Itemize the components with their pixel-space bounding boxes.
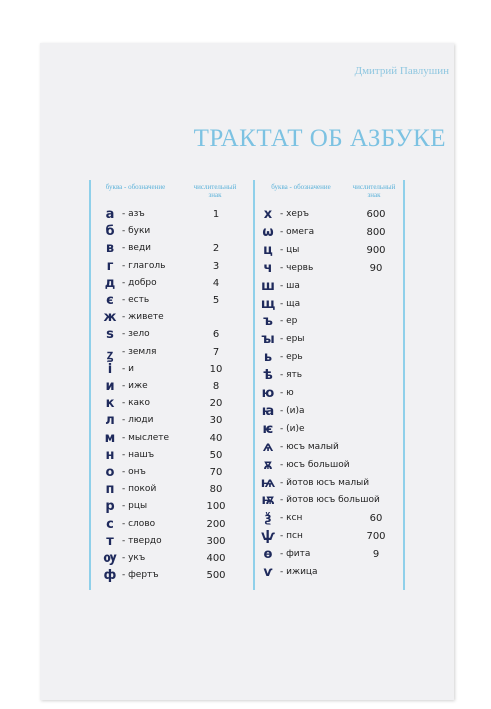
letter-name: - како bbox=[122, 398, 151, 409]
letter-name: - фита bbox=[280, 549, 311, 560]
letter-name: - ю bbox=[280, 388, 294, 398]
numeric-value: 50 bbox=[209, 449, 223, 461]
letter-name: - мыслете bbox=[122, 432, 170, 443]
letter-glyph: ж bbox=[103, 310, 117, 326]
letter-name: - (и)а bbox=[280, 405, 305, 416]
letter-name: - ша bbox=[280, 280, 300, 291]
letter-glyph: ꙗ bbox=[261, 403, 275, 419]
numeric-value: 900 bbox=[366, 244, 386, 256]
letter-name: - фертъ bbox=[122, 570, 159, 581]
letter-glyph: ѣ bbox=[263, 368, 273, 384]
numeric-value: 30 bbox=[209, 415, 223, 427]
letter-glyph: х bbox=[263, 207, 273, 222]
letter-name: - земля bbox=[122, 346, 157, 357]
numeric-value: 80 bbox=[209, 484, 223, 496]
numeric-value: 600 bbox=[366, 209, 386, 220]
letter-glyph: ѭ bbox=[261, 493, 275, 509]
letter-glyph: ш bbox=[261, 278, 275, 294]
letter-glyph: ѫ bbox=[263, 457, 273, 473]
numeric-value: 400 bbox=[206, 553, 226, 564]
letter-name: - веди bbox=[122, 243, 152, 254]
letter-name: - херъ bbox=[280, 209, 310, 219]
numeric-value: 700 bbox=[366, 531, 386, 543]
letter-name: - омега bbox=[280, 226, 315, 237]
letter-glyph: ъ bbox=[263, 314, 273, 330]
letter-glyph: ф bbox=[103, 568, 117, 584]
numeric-value: 4 bbox=[212, 277, 220, 289]
letter-glyph: ѩ bbox=[260, 475, 276, 491]
numeric-value: 70 bbox=[209, 467, 223, 478]
letter-glyph: т bbox=[106, 533, 114, 549]
letter-name: - есть bbox=[122, 295, 150, 305]
numeric-value: 9 bbox=[372, 549, 380, 561]
letter-name: - юсъ большой bbox=[280, 459, 350, 470]
column-divider-left bbox=[89, 180, 91, 590]
numeric-value: 7 bbox=[212, 346, 220, 358]
right-number-header: числительный знак bbox=[352, 183, 396, 199]
letter-glyph: с bbox=[106, 516, 114, 532]
numeric-value: 5 bbox=[212, 295, 220, 306]
letter-glyph: ь bbox=[263, 350, 273, 366]
numeric-value: 20 bbox=[209, 398, 223, 410]
letter-name: - (и)е bbox=[280, 423, 305, 434]
letter-name: - живете bbox=[122, 312, 164, 323]
numeric-value: 2 bbox=[212, 243, 220, 255]
letter-name: - покой bbox=[122, 484, 157, 495]
letter-name: - псн bbox=[280, 531, 303, 542]
numeric-value: 200 bbox=[206, 518, 226, 530]
letter-glyph: ѕ bbox=[106, 327, 114, 343]
numeric-value: 90 bbox=[369, 262, 383, 274]
letter-glyph: б bbox=[105, 224, 115, 240]
letter-glyph: ц bbox=[263, 242, 273, 258]
letter-name: - ксн bbox=[280, 513, 303, 524]
letter-name: - нашъ bbox=[122, 449, 155, 460]
letter-name: - ять bbox=[280, 370, 303, 381]
left-number-header: числительный знак bbox=[193, 183, 237, 199]
numeric-value: 3 bbox=[212, 260, 220, 272]
letter-name: - ерь bbox=[280, 352, 303, 363]
letter-glyph: щ bbox=[260, 296, 276, 312]
right-letter-header: буква - обозначение bbox=[271, 183, 331, 191]
letter-glyph: і bbox=[107, 361, 113, 377]
letter-name: - иже bbox=[122, 381, 148, 391]
numeric-value: 500 bbox=[206, 570, 226, 582]
book-title: ТРАКТАТ ОБ АЗБУКЕ bbox=[193, 125, 446, 152]
letter-name: - цы bbox=[280, 244, 300, 255]
letter-name: - рцы bbox=[122, 501, 148, 512]
numeric-value: 100 bbox=[206, 501, 226, 513]
letter-glyph: г bbox=[106, 258, 114, 274]
letter-name: - ер bbox=[280, 316, 298, 327]
letter-glyph: а bbox=[105, 207, 115, 222]
letter-glyph: ѱ bbox=[261, 529, 275, 545]
letter-glyph: ѳ bbox=[263, 547, 273, 563]
numeric-value: 10 bbox=[209, 363, 223, 375]
letter-glyph: д bbox=[104, 275, 116, 291]
letter-name: - ижица bbox=[280, 567, 318, 577]
numeric-value: 300 bbox=[206, 535, 226, 547]
column-divider-middle bbox=[253, 180, 255, 590]
letter-glyph: о bbox=[105, 465, 115, 480]
letter-name: - твердо bbox=[122, 535, 162, 546]
letter-name: - добро bbox=[122, 277, 157, 288]
letter-glyph: л bbox=[105, 413, 115, 429]
letter-glyph: к bbox=[105, 396, 115, 412]
letter-name: - и bbox=[122, 363, 134, 374]
letter-name: - онъ bbox=[122, 467, 146, 477]
letter-glyph: ѵ bbox=[263, 565, 273, 580]
letter-name: - укъ bbox=[122, 553, 146, 563]
letter-glyph: м bbox=[104, 430, 116, 446]
letter-glyph: є bbox=[106, 293, 114, 308]
letter-glyph: ѥ bbox=[262, 421, 274, 437]
letter-glyph: ю bbox=[261, 386, 275, 401]
letter-name: - юсъ малый bbox=[280, 441, 339, 452]
numeric-value: 800 bbox=[366, 226, 386, 238]
letter-name: - буки bbox=[122, 226, 151, 237]
letter-name: - еры bbox=[280, 334, 305, 345]
letter-glyph: ч bbox=[263, 260, 273, 276]
letter-name: - ща bbox=[280, 298, 301, 309]
letter-name: - йотов юсъ большой bbox=[280, 495, 380, 506]
left-letter-header: буква - обозначение bbox=[105, 183, 166, 191]
letter-glyph: ѯ bbox=[264, 511, 272, 527]
author-name: Дмитрий Павлушин bbox=[354, 65, 449, 77]
letter-glyph: н bbox=[105, 447, 115, 463]
numeric-value: 1 bbox=[212, 209, 220, 220]
numeric-value: 40 bbox=[209, 432, 223, 444]
letter-glyph: п bbox=[105, 482, 115, 498]
letter-name: - глаголь bbox=[122, 260, 166, 271]
letter-name: - слово bbox=[122, 518, 156, 529]
letter-glyph: ѹ bbox=[103, 551, 117, 566]
numeric-value: 6 bbox=[212, 329, 220, 341]
letter-glyph: ѧ bbox=[262, 439, 274, 455]
numeric-value: 8 bbox=[212, 381, 220, 392]
letter-name: - азъ bbox=[122, 209, 145, 219]
letter-row bbox=[98, 568, 248, 588]
letter-row bbox=[256, 565, 406, 585]
letter-name: - йотов юсъ малый bbox=[280, 477, 370, 488]
letter-glyph: ꙑ bbox=[261, 332, 275, 348]
letter-name: - червь bbox=[280, 262, 314, 273]
letter-name: - зело bbox=[122, 329, 150, 340]
letter-glyph: в bbox=[105, 241, 115, 257]
letter-glyph: р bbox=[105, 499, 115, 515]
letter-name: - люди bbox=[122, 415, 154, 426]
letter-glyph: и bbox=[105, 379, 115, 394]
numeric-value: 60 bbox=[369, 513, 383, 525]
letter-glyph: ꙁ bbox=[106, 347, 114, 363]
letter-glyph: ѡ bbox=[262, 224, 274, 240]
